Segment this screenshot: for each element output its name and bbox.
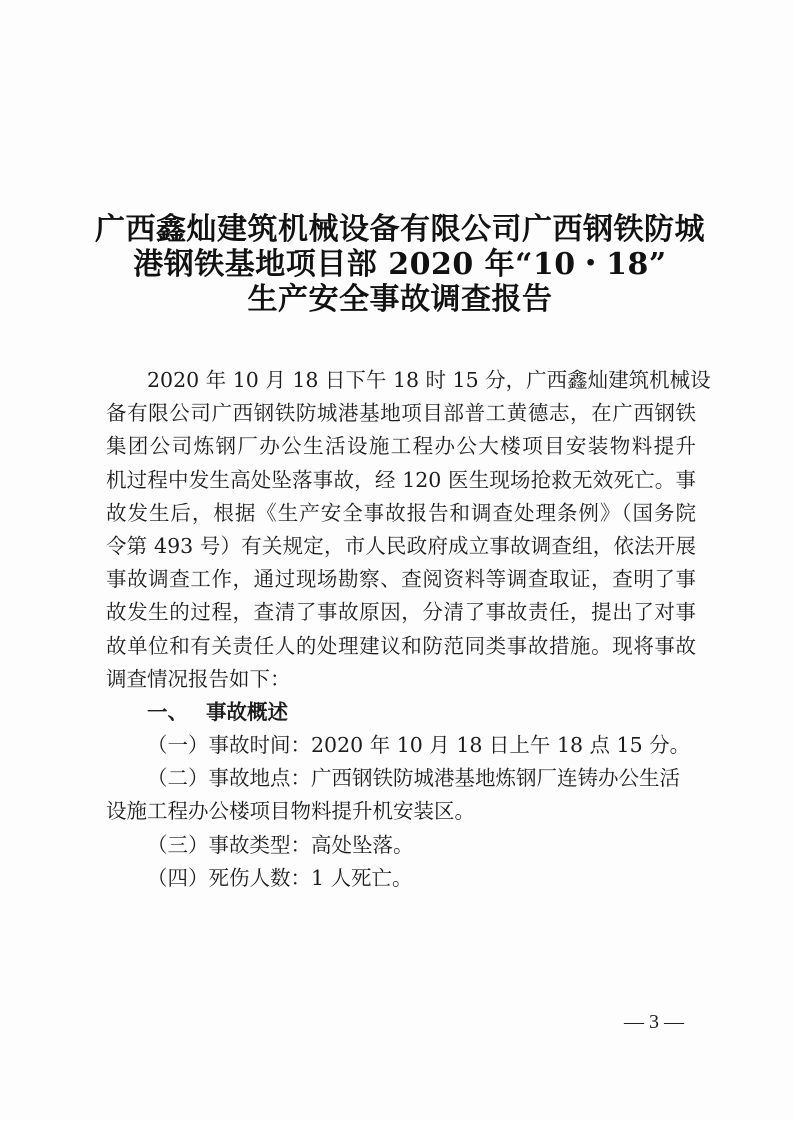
item-value: 高处坠落。 xyxy=(311,832,414,857)
report-body xyxy=(106,364,711,895)
item-value: 1 人死亡。 xyxy=(311,865,413,890)
item-label: （四）死伤人数： xyxy=(147,865,311,890)
item-label: （二）事故地点： xyxy=(147,766,311,791)
section-heading xyxy=(106,696,696,729)
overview-item-time xyxy=(106,729,696,762)
item-label: （一）事故时间： xyxy=(147,733,311,758)
overview-item-casualties xyxy=(106,862,696,895)
section-number: 一、 xyxy=(147,699,188,724)
overview-item-location-continued: 设施工程办公楼项目物料提升机安装区。 xyxy=(106,799,475,824)
item-value: 2020 年 10 月 18 日上午 18 点 15 分。 xyxy=(311,733,691,758)
paragraph-line: 故发生后，根据《生产安全事故报告和调查处理条例》（国务院 xyxy=(106,500,696,525)
report-title xyxy=(90,212,710,317)
paragraph-line: 备有限公司广西钢铁防城港基地项目部普工黄德志，在广西钢铁 xyxy=(106,401,696,426)
paragraph-line: 机过程中发生高处坠落事故，经 120 医生现场抢救无效死亡。事 xyxy=(106,467,696,492)
paragraph-line: 2020 年 10 月 18 日下午 18 时 15 分，广西鑫灿建筑机械设 xyxy=(147,368,711,392)
title-line-1: 广西鑫灿建筑机械设备有限公司广西钢铁防城 xyxy=(95,212,705,247)
item-value: 广西钢铁防城港基地炼钢厂连铸办公生活 xyxy=(311,766,680,791)
overview-item-location xyxy=(106,762,696,795)
paragraph-line: 故单位和有关责任人的处理建议和防范同类事故措施。现将事故 xyxy=(106,633,696,658)
paragraph-line: 事故调查工作，通过现场勘察、查阅资料等调查取证，查明了事 xyxy=(106,567,696,592)
section-title: 事故概述 xyxy=(206,699,288,724)
item-label: （三）事故类型： xyxy=(147,832,311,857)
title-line-2: 港钢铁基地项目部 2020 年“10・18” xyxy=(133,247,667,282)
paragraph-line: 调查情况报告如下： xyxy=(106,666,291,691)
page-number: — 3 — xyxy=(624,1011,684,1033)
overview-item-type xyxy=(106,829,696,862)
title-line-3: 生产安全事故调查报告 xyxy=(247,282,553,317)
paragraph-line: 故发生的过程，查清了事故原因，分清了事故责任，提出了对事 xyxy=(106,600,696,625)
paragraph-line: 令第 493 号）有关规定，市人民政府成立事故调查组，依法开展 xyxy=(106,533,696,558)
paragraph-line: 集团公司炼钢厂办公生活设施工程办公大楼项目安装物料提升 xyxy=(106,434,696,459)
intro-paragraph xyxy=(106,364,711,696)
